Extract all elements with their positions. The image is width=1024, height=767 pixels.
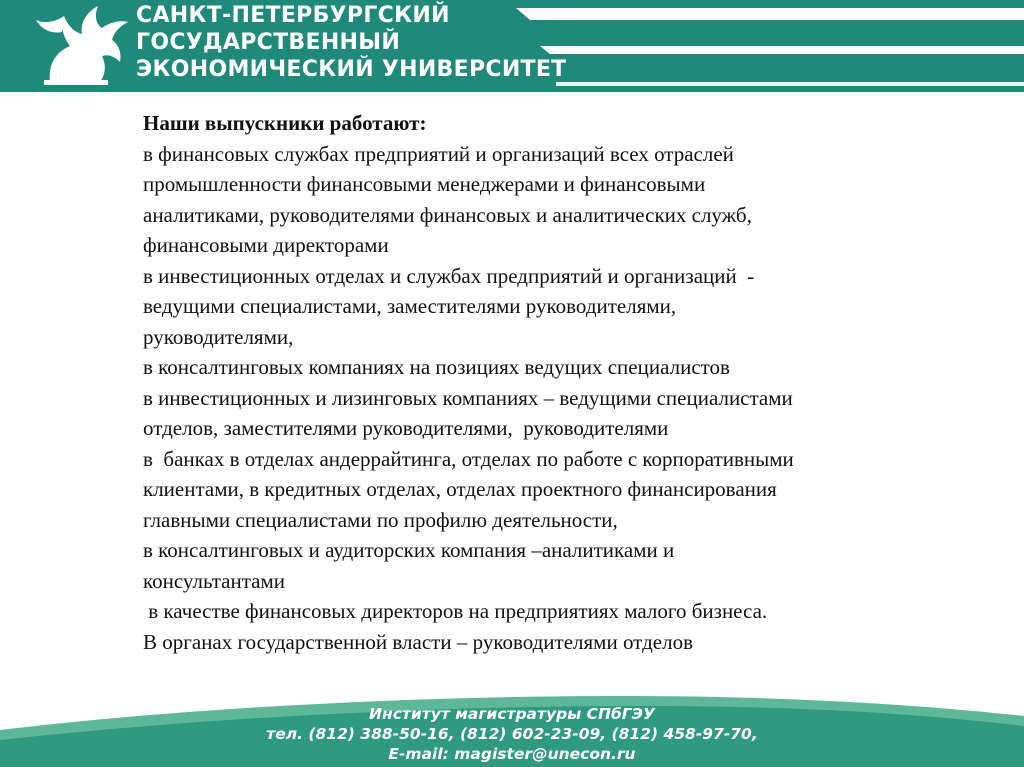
main-text bbox=[143, 108, 963, 657]
content-line: аналитиками, руководителями финансовых и аналитических служб, bbox=[143, 202, 752, 227]
footer-band bbox=[0, 690, 1024, 767]
university-name-line-3: ЭКОНОМИЧЕСКИЙ УНИВЕРСИТЕТ bbox=[136, 57, 567, 82]
content-line: в банках в отделах андеррайтинга, отделах по работе с корпоративными bbox=[143, 446, 794, 471]
content-line: консультантами bbox=[143, 568, 286, 593]
content-line: в консалтинговых компаниях на позициях ведущих специалистов bbox=[143, 355, 730, 379]
university-name bbox=[136, 2, 567, 83]
content-line: в инвестиционных и лизинговых компаниях – ведущими специалистами bbox=[143, 385, 793, 410]
email-address: E-mail: magister@unecon.ru bbox=[388, 745, 636, 763]
content-title: Наши выпускники работают: bbox=[143, 111, 427, 135]
content-line: в финансовых службах предприятий и организаций всех отраслей bbox=[143, 141, 734, 166]
content-line: ведущими специалистами, заместителями руководителями, bbox=[143, 294, 677, 318]
university-name-line-1: САНКТ-ПЕТЕРБУРГСКИЙ bbox=[136, 3, 450, 28]
content-line: В органах государственной власти – руководителями отделов bbox=[143, 629, 693, 654]
phone-numbers: тел. (812) 388-50-16, (812) 602-23-09, (812) 458-97-70, bbox=[266, 725, 758, 743]
content-line: в качестве финансовых директоров на предприятиях малого бизнеса. bbox=[143, 599, 768, 623]
content-line: в консалтинговых и аудиторских компания –аналитиками и bbox=[143, 538, 675, 562]
institute-name: Институт магистратуры СПбГЭУ bbox=[369, 705, 655, 723]
university-name-line-2: ГОСУДАРСТВЕННЫЙ bbox=[136, 30, 401, 55]
content-line: промышленности финансовыми менеджерами и финансовыми bbox=[143, 172, 706, 196]
content-line: финансовыми директорами bbox=[143, 233, 389, 257]
content-line: в инвестиционных отделах и службах предприятий и организаций - bbox=[143, 263, 755, 288]
content-line: руководителями, bbox=[143, 324, 294, 349]
content-line: клиентами, в кредитных отделах, отделах проектного финансирования bbox=[143, 477, 777, 501]
griffin-logo-icon bbox=[30, 2, 134, 86]
content-line: главными специалистами по профилю деятельности, bbox=[143, 507, 618, 532]
content-line: отделов, заместителями руководителями, руководителями bbox=[143, 416, 669, 440]
footer-contacts bbox=[0, 704, 1024, 764]
header-band bbox=[0, 0, 1024, 92]
